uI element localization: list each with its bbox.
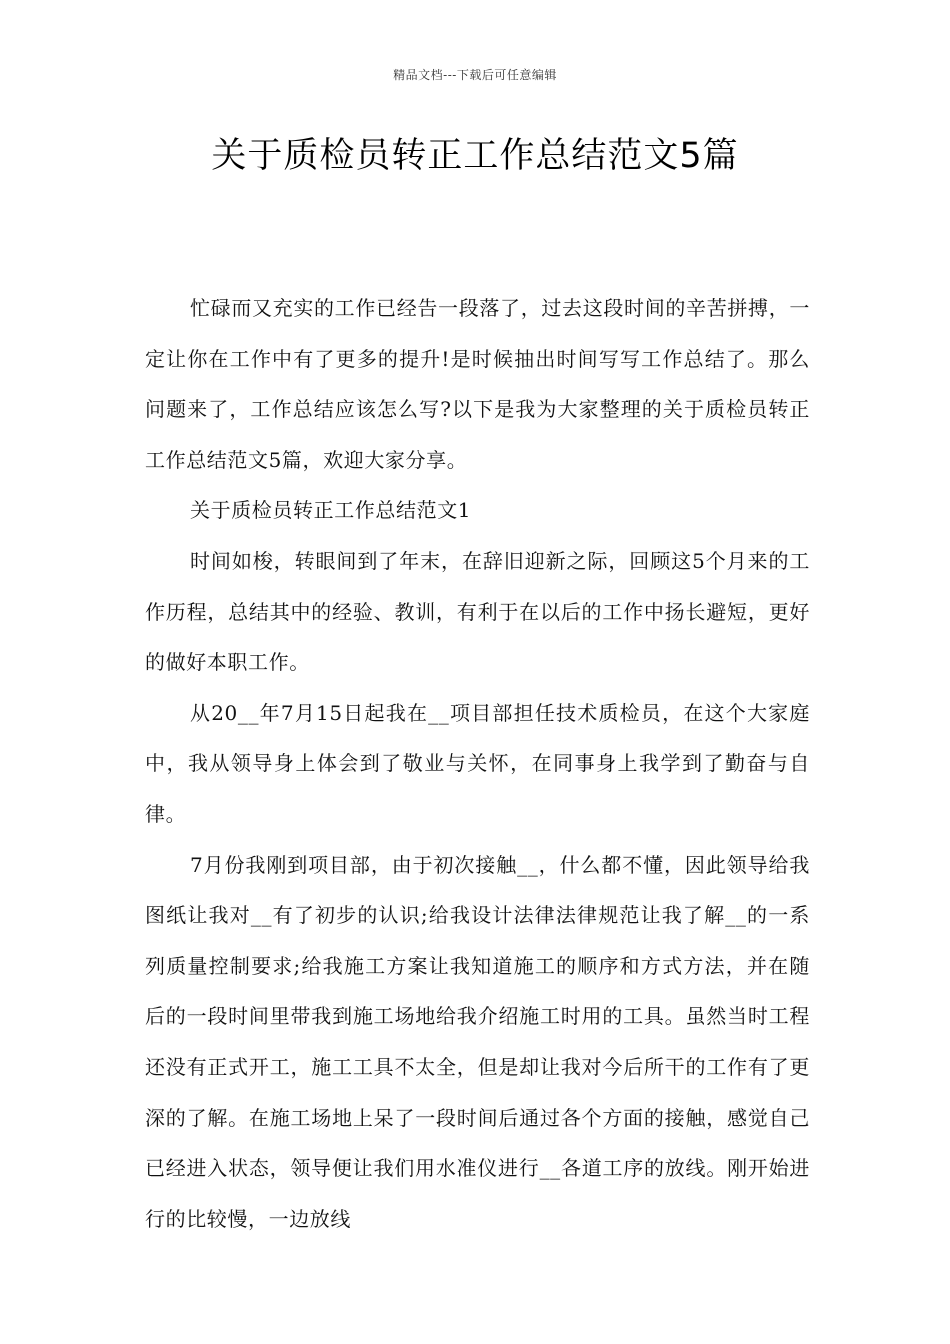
- intro-paragraph: 忙碌而又充实的工作已经告一段落了，过去这段时间的辛苦拼搏，一定让你在工作中有了更多的提升!是时候抽出时间写写工作总结了。那么问题来了，工作总结应该怎么写?以下是我为大家整理的关于质检员转正工作总结范文5篇，欢迎大家分享。: [145, 296, 810, 472]
- document-body: [145, 283, 810, 1244]
- body-paragraph: 时间如梭，转眼间到了年末，在辞旧迎新之际，回顾这5个月来的工作历程，总结其中的经验、教训，有利于在以后的工作中扬长避短，更好的做好本职工作。: [145, 548, 810, 675]
- body-paragraph: 7月份我刚到项目部，由于初次接触__，什么都不懂，因此领导给我图纸让我对__有了初步的认识;给我设计法律法律规范让我了解__的一系列质量控制要求;给我施工方案让我知道施工的顺序和方式方法，并在随后的一段时间里带我到施工场地给我介绍施工时用的工具。虽然当时工程还没有正式开工，施工工具不太全，但是却让我对今后所干的工作有了更深的了解。在施工场地上呆了一段时间后通过各个方面的接触，感觉自己已经进入状态，领导便让我们用水准仪进行__各道工序的放线。刚开始进行的比较慢，一边放线: [145, 852, 810, 1231]
- header-note: 精品文档---下载后可任意编辑: [393, 68, 557, 82]
- document-title: 关于质检员转正工作总结范文5篇: [211, 136, 739, 176]
- section-heading: 关于质检员转正工作总结范文1: [190, 498, 472, 523]
- body-paragraph: 从20__年7月15日起我在__项目部担任技术质检员，在这个大家庭中，我从领导身上体会到了敬业与关怀，在同事身上我学到了勤奋与自律。: [145, 700, 810, 826]
